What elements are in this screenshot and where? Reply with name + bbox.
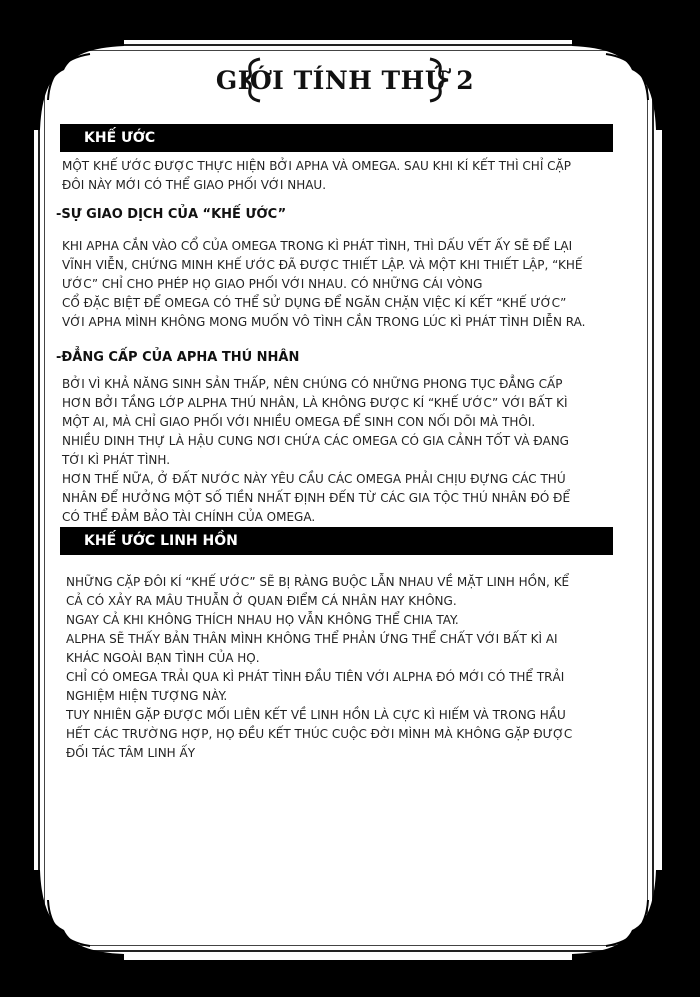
section-body-khe-uoc: [62, 157, 571, 195]
text-line: ĐỐI TÁC TÂM LINH ẤY: [66, 746, 196, 760]
corner-ornament-bottom-right: [572, 870, 662, 960]
text-line: NGHIỆM HIỆN TƯỢNG NÀY.: [66, 689, 228, 703]
text-line: HƠN THẾ NỮA, Ở ĐẤT NƯỚC NÀY YÊU CẦU CÁC OMEGA PHẢI CHỊU ĐỰNG CÁC THÚ: [62, 472, 566, 486]
corner-ornament-bottom-left: [34, 870, 124, 960]
subheading-dang-cap: -ĐẲNG CẤP CỦA APHA THÚ NHÂN: [56, 350, 300, 365]
section-heading-khe-uoc-linh-hon: KHẾ ƯỚC LINH HỒN: [60, 527, 613, 555]
text-line: BỞI VÌ KHẢ NĂNG SINH SẢN THẤP, NÊN CHÚNG CÓ NHỮNG PHONG TỤC ĐẲNG CẤP: [62, 377, 563, 391]
text-line: TỚI KÌ PHÁT TÌNH.: [62, 453, 171, 467]
text-line: KHI APHA CẮN VÀO CỔ CỦA OMEGA TRONG KÌ PHÁT TÌNH, THÌ DẤU VẾT ẤY SẼ ĐỂ LẠI: [62, 239, 573, 253]
subheading-giao-dich: -SỰ GIAO DỊCH CỦA “KHẾ ƯỚC”: [56, 207, 287, 222]
section-body-dang-cap: [62, 375, 570, 527]
text-line: NGAY CẢ KHI KHÔNG THÍCH NHAU HỌ VẪN KHÔNG THỂ CHIA TAY.: [66, 613, 459, 627]
text-line: VĨNH VIỄN, CHỨNG MINH KHẾ ƯỚC ĐÃ ĐƯỢC THIẾT LẬP. VÀ MỘT KHI THIẾT LẬP, “KHẾ: [62, 258, 583, 272]
text-line: TUY NHIÊN GẶP ĐƯỢC MỐI LIÊN KẾT VỀ LINH HỒN LÀ CỰC KÌ HIẾM VÀ TRONG HẦU: [66, 708, 566, 722]
page-title: GIỚI TÍNH THỨ 2: [215, 65, 475, 95]
text-line: MỘT KHẾ ƯỚC ĐƯỢC THỰC HIỆN BỞI APHA VÀ OMEGA. SAU KHI KÍ KẾT THÌ CHỈ CẶP: [62, 159, 572, 173]
text-line: CHỈ CÓ OMEGA TRẢI QUA KÌ PHÁT TÌNH ĐẦU TIÊN VỚI ALPHA ĐÓ MỚI CÓ THỂ TRẢI: [66, 670, 565, 684]
title-bracket-right: [426, 55, 450, 105]
text-line: CỔ ĐẶC BIỆT ĐỂ OMEGA CÓ THỂ SỬ DỤNG ĐỂ NGĂN CHẶN VIỆC KÍ KẾT “KHẾ ƯỚC”: [62, 296, 567, 310]
text-line: ALPHA SẼ THẤY BẢN THÂN MÌNH KHÔNG THỂ PHẢN ỨNG THỂ CHẤT VỚI BẤT KÌ AI: [66, 632, 558, 646]
text-line: NHIỀU DINH THỰ LÀ HẬU CUNG NƠI CHỨA CÁC OMEGA CÓ GIA CẢNH TỐT VÀ ĐANG: [62, 434, 569, 448]
text-line: MỘT AI, MÀ CHỈ GIAO PHỐI VỚI NHIỀU OMEGA ĐỂ SINH CON NỐI DÕI MÀ THÔI.: [62, 415, 536, 429]
title-plate: [215, 55, 475, 105]
corner-ornament-top-right: [572, 40, 662, 130]
text-line: HƠN BỞI TẦNG LỚP ALPHA THÚ NHÂN, LÀ KHÔNG ĐƯỢC KÍ “KHẾ ƯỚC” VỚI BẤT KÌ: [62, 396, 568, 410]
text-line: HẾT CÁC TRƯỜNG HỢP, HỌ ĐỀU KẾT THÚC CUỘC ĐỜI MÌNH MÀ KHÔNG GẶP ĐƯỢC: [66, 727, 573, 741]
corner-ornament-top-left: [34, 40, 124, 130]
text-line: ĐÔI NÀY MỚI CÓ THỂ GIAO PHỐI VỚI NHAU.: [62, 178, 327, 192]
text-line: VỚI APHA MÌNH KHÔNG MONG MUỐN VÔ TÌNH CẮN TRONG LÚC KÌ PHÁT TÌNH DIỄN RA.: [62, 315, 586, 329]
section-body-giao-dich: [62, 237, 585, 332]
section-heading-khe-uoc: KHẾ ƯỚC: [60, 124, 613, 152]
section-body-linh-hon: [66, 573, 572, 763]
text-line: ƯỚC” CHỈ CHO PHÉP HỌ GIAO PHỐI VỚI NHAU. CÓ NHỮNG CÁI VÒNG: [62, 277, 483, 291]
text-line: CÓ THỂ ĐẢM BẢO TÀI CHÍNH CỦA OMEGA.: [62, 510, 316, 524]
text-line: NHỮNG CẶP ĐÔI KÍ “KHẾ ƯỚC” SẼ BỊ RÀNG BUỘC LẪN NHAU VỀ MẶT LINH HỒN, KỂ: [66, 575, 570, 589]
text-line: CẢ CÓ XẢY RA MÂU THUẪN Ở QUAN ĐIỂM CÁ NHÂN HAY KHÔNG.: [66, 594, 457, 608]
text-line: NHÂN ĐỂ HƯỞNG MỘT SỐ TIỀN NHẤT ĐỊNH ĐẾN TỪ CÁC GIA TỘC THÚ NHÂN ĐÓ ĐỂ: [62, 491, 571, 505]
text-line: KHÁC NGOÀI BẠN TÌNH CỦA HỌ.: [66, 651, 260, 665]
